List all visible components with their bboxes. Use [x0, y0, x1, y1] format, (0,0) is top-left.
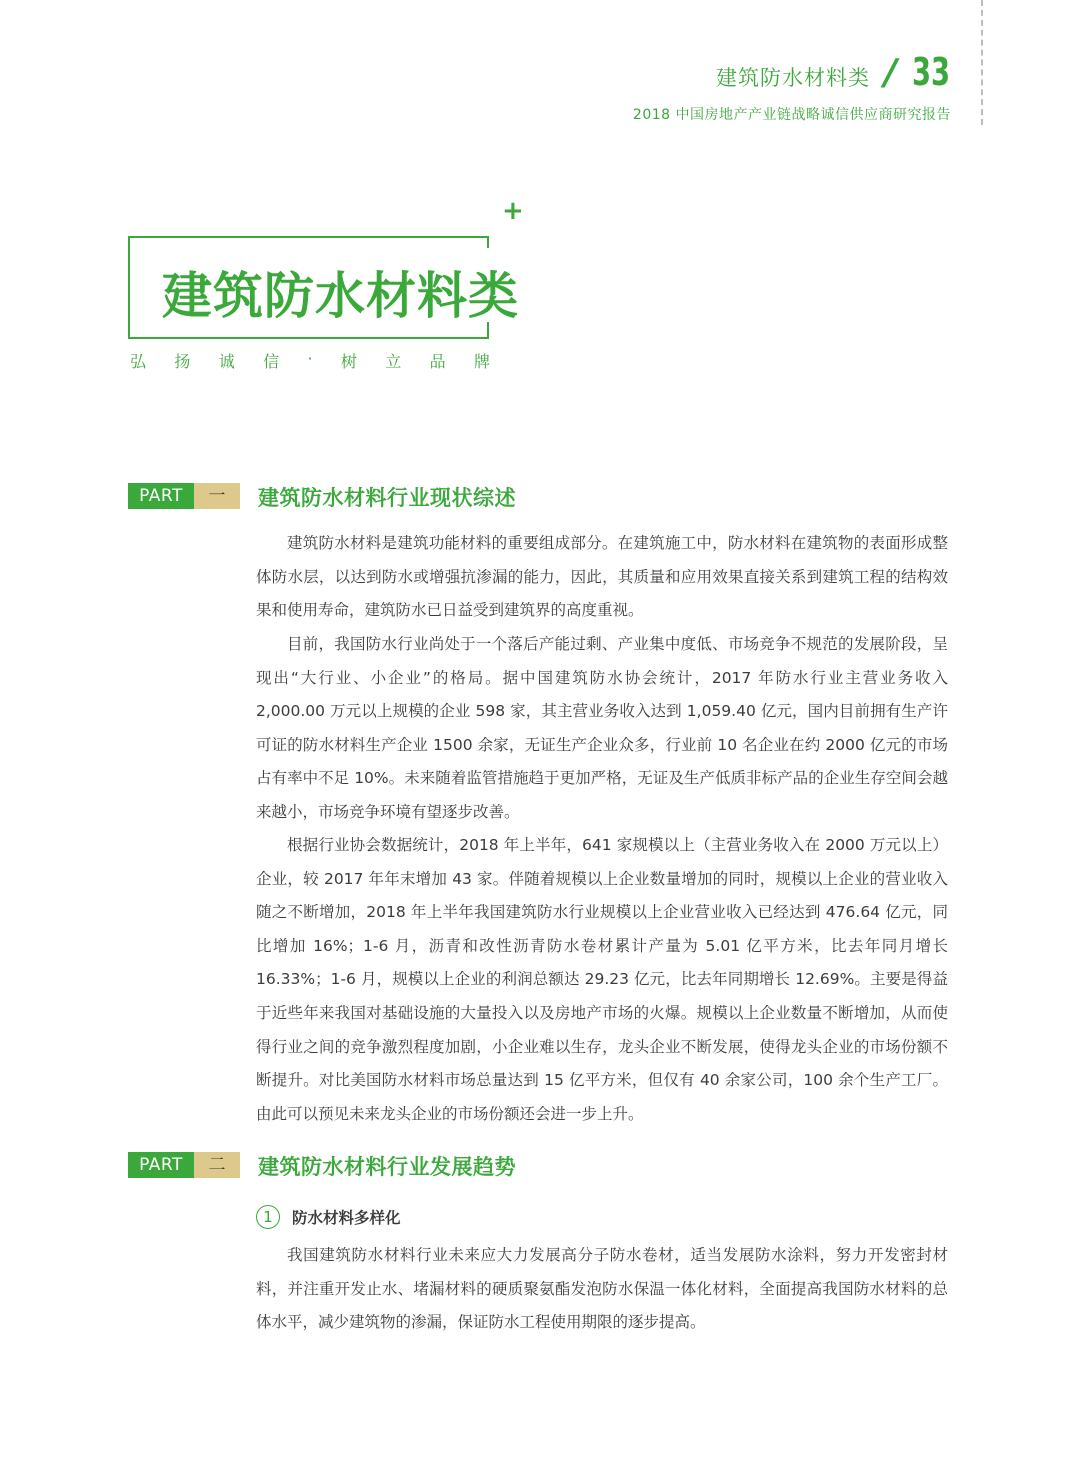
slogan-char: 品	[429, 352, 446, 371]
section-title-part-one: 建筑防水材料行业现状综述	[258, 486, 516, 510]
circle-number-icon: 1	[256, 1205, 280, 1229]
slogan-char: 树	[340, 352, 357, 371]
sub-heading-title: 防水材料多样化	[292, 1209, 401, 1227]
slogan-char: 扬	[174, 352, 191, 371]
slogan-char: 牌	[473, 352, 490, 371]
slogan-char: 信	[263, 352, 280, 371]
main-title: 建筑防水材料类	[162, 267, 519, 325]
slogan-char: 立	[385, 352, 402, 371]
header-slash: /	[884, 52, 898, 93]
plus-icon: +	[502, 196, 524, 226]
paragraph: 目前，我国防水行业尚处于一个落后产能过剩、产业集中度低、市场竞争不规范的发展阶段，呈现出“大行业、小企业”的格局。据中国建筑防水协会统计，2017 年防水行业主营业务收入 2,000.00 万元以上规模的企业 598 家，其主营业务收入达到 1,059.40 亿元，国内目前拥有生产许可证的防水材料生产企业 1500 余家，无证生产企业众多，行业前 10 名企业在约 2000 亿元的市场占有率中不足 10%。未来随着监管措施趋于更加严格，无证及生产低质非标产品的企业生存空间会越来越小，市场竞争环境有望逐步改善。	[256, 635, 948, 821]
part-number: 一	[194, 483, 240, 509]
slogan	[130, 349, 490, 372]
section-title-part-two: 建筑防水材料行业发展趋势	[258, 1155, 516, 1179]
part-label: PART	[128, 1152, 194, 1178]
page-number: 33	[912, 50, 951, 94]
paragraph: 我国建筑防水材料行业未来应大力发展高分子防水卷材，适当发展防水涂料，努力开发密封材料，并注重开发止水、堵漏材料的硬质聚氨酯发泡防水保温一体化材料，全面提高我国防水材料的总体水平，减少建筑物的渗漏，保证防水工程使用期限的逐步提高。	[256, 1246, 948, 1332]
part-two-badge	[128, 1152, 240, 1178]
slogan-dot: ·	[307, 349, 313, 368]
part-label: PART	[128, 483, 194, 509]
part-one-badge	[128, 483, 240, 509]
circle-gap	[278, 1204, 283, 1209]
header-section-name: 建筑防水材料类	[716, 66, 870, 90]
paragraph: 建筑防水材料是建筑功能材料的重要组成部分。在建筑施工中，防水材料在建筑物的表面形成整体防水层，以达到防水或增强抗渗漏的能力，因此，其质量和应用效果直接关系到建筑工程的结构效果和使用寿命，建筑防水已日益受到建筑界的高度重视。	[256, 534, 948, 620]
slogan-char: 诚	[218, 352, 235, 371]
header-dashed-divider	[981, 0, 983, 125]
report-title: 2018 中国房地产产业链战略诚信供应商研究报告	[632, 107, 951, 123]
paragraph: 根据行业协会数据统计，2018 年上半年，641 家规模以上（主营业务收入在 2000 万元以上）企业，较 2017 年年末增加 43 家。伴随着规模以上企业数量增加的同时，规模以上企业的营业收入随之不断增加，2018 年上半年我国建筑防水行业规模以上企业营业收入已经达到 476.64 亿元，同比增加 16%；1-6 月，沥青和改性沥青防水卷材累计产量为 5.01 亿平方米，比去年同月增长 16.33%；1-6 月，规模以上企业的利润总额达 29.23 亿元，比去年同期增长 12.69%。主要是得益于近些年来我国对基础设施的大量投入以及房地产市场的火爆。规模以上企业数量不断增加，从而使得行业之间的竞争激烈程度加剧，小企业难以生存，龙头企业不断发展，使得龙头企业的市场份额不断提升。对比美国防水材料市场总量达到 15 亿平方米，但仅有 40 余家公司，100 余个生产工厂。由此可以预见未来龙头企业的市场份额还会进一步上升。	[256, 836, 948, 1123]
part-number: 二	[194, 1152, 240, 1178]
slogan-char: 弘	[130, 352, 147, 371]
